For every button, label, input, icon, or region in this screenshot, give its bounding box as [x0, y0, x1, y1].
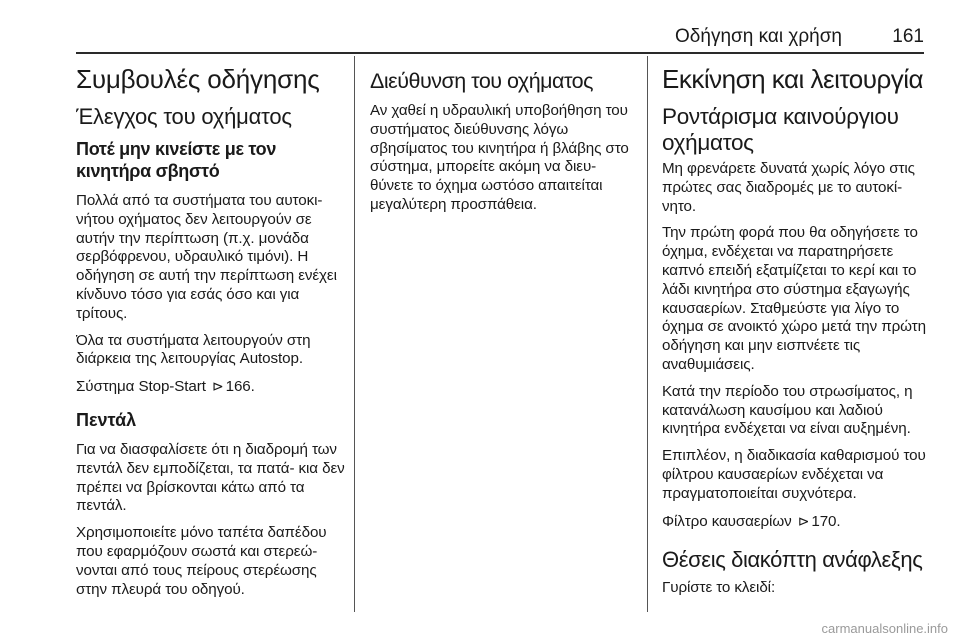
column-3 [662, 58, 930, 612]
page-number: 161 [892, 26, 924, 47]
paragraph-floor-mats: Χρησιμοποιείτε μόνο ταπέτα δαπέδου που εφαρμόζουν σωστά και στερεώ- νονται από τους πείρους στερέωσης στην πλευρά του οδηγού. [76, 524, 327, 598]
paragraph-braking: Μη φρενάρετε δυνατά χωρίς λόγο στις πρώτες σας διαδρομές με το αυτοκί- νητο. [662, 160, 915, 215]
stop-start-text: Σύστημα Stop-Start [76, 378, 206, 396]
paragraph-autostop: Όλα τα συστήματα λειτουργούν στη διάρκεια της λειτουργίας Autostop. [76, 331, 311, 368]
column-divider-1 [354, 56, 355, 612]
paragraph-pedal-travel: Για να διασφαλίσετε ότι η διαδρομή των πεντάλ δεν εμποδίζεται, τα πατά- κια δεν πρέπει να βρίσκονται κάτω από τα πεντάλ. [76, 440, 345, 515]
paragraph-exhaust-filter-cleaning: Επιπλέον, η διαδικασία καθαρισμού του φίλτρου καυσαερίων ενδέχεται να πραγματοποιείται συχνότερα. [662, 447, 926, 502]
exhaust-filter-link[interactable] [796, 513, 841, 530]
heading-steering: Διεύθυνση του οχήματος [370, 69, 593, 93]
page-ref-arrow-icon: ⊳ [211, 378, 224, 395]
exhaust-filter-text: Φίλτρο καυσαερίων [662, 512, 792, 530]
heading-new-vehicle-running-in: Ροντάρισμα καινούργιου οχήματος [662, 104, 899, 155]
paragraph-stop-start-ref [76, 377, 348, 397]
exhaust-filter-page: 170. [811, 512, 841, 530]
column-2 [370, 58, 638, 612]
paragraph-exhaust-filter-ref [662, 512, 930, 532]
heading-pedals: Πεντάλ [76, 409, 137, 430]
section-heading-driving-tips: Συμβουλές οδήγησης [76, 64, 320, 94]
stop-start-page: 166. [225, 378, 255, 396]
page-header [0, 0, 960, 52]
watermark: carmanualsonline.info [821, 621, 948, 636]
subsection-heading-vehicle-control: Έλεγχος του οχήματος [76, 104, 292, 129]
paragraph-engine-off-risk: Πολλά από τα συστήματα του αυτοκι- νήτου οχήματος δεν λειτουργούν σε αυτήν την περίπτωση (π.χ. μονάδα σερβόφρενου, υδραυλικό τιμόνι). Η οδήγηση σε αυτή την περίπτωση ενέχει κίνδυνο τόσο για εσάς όσο και για τρίτους. [76, 192, 337, 322]
paragraph-first-drive-smoke: Την πρώτη φορά που θα οδηγήσετε το όχημα, ενδέχεται να παρατηρήσετε καπνό επειδή εξατμίζεται το κερί και το λάδι κινητήρα στο σύστημα εξαγωγής καυσαερίων. Σταθμεύστε για λίγο το όχημα σε ανοικτό χώρο μετά την πρώτη οδήγηση και μην εισπνέετε τις αναθυμιάσεις. [662, 224, 926, 373]
page-ref-arrow-icon: ⊳ [797, 512, 810, 529]
column-1 [76, 58, 348, 612]
heading-ignition-positions: Θέσεις διακόπτη ανάφλεξης [662, 547, 923, 573]
header-divider [76, 52, 924, 54]
section-heading-starting-operating: Εκκίνηση και λειτουργία [662, 64, 924, 94]
column-divider-2 [647, 56, 648, 612]
stop-start-link[interactable] [210, 378, 255, 395]
paragraph-turn-key: Γυρίστε το κλειδί: [662, 579, 776, 597]
page-header-title: Οδήγηση και χρήση [675, 26, 842, 47]
paragraph-fuel-consumption: Κατά την περίοδο του στρωσίματος, η κατανάλωση καυσίμου και λαδιού κινητήρα ενδέχεται να είναι αυξημένη. [662, 382, 913, 438]
paragraph-steering-assist: Αν χαθεί η υδραυλική υποβοήθηση του συστήματος διεύθυνσης λόγω σβησίματος του κινητήρα ή βλάβης στο σύστημα, μπορείτε ακόμη να διευ- θύνετε το όχημα ωστόσο απαιτείται μεγαλύτερη προσπάθεια. [370, 102, 629, 213]
heading-never-coast-engine-off: Ποτέ μην κινείστε με τον κινητήρα σβηστό [76, 139, 277, 181]
